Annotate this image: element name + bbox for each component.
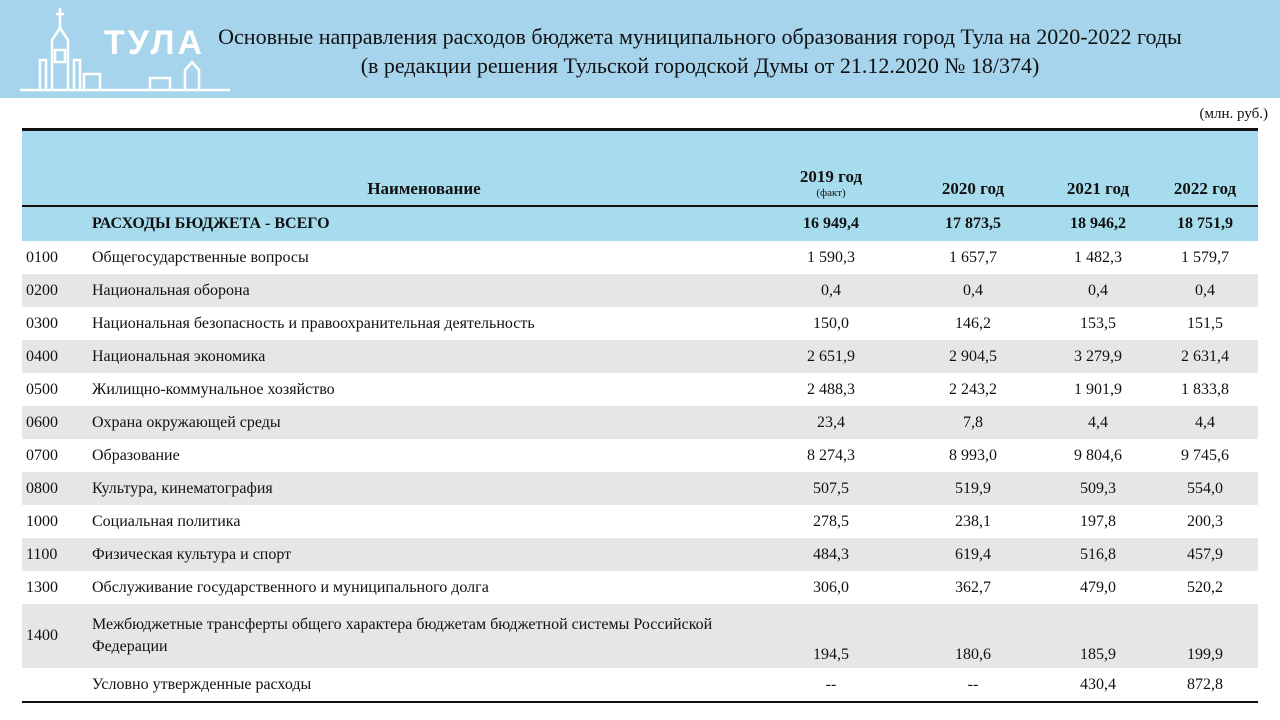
row-value-2020: 362,7 [955,578,991,596]
table-header-row [22,130,1258,207]
row-value-2020: 0,4 [902,274,1044,307]
row-value-2020: 519,9 [902,472,1044,505]
title-line-1: Основные направления расходов бюджета муниципального образования город Тула на 2020-2022 годы [218,24,1182,49]
row-value-2021: 1 901,9 [1074,380,1122,398]
row-code: 0700 [26,446,58,464]
row-value-2022: 457,9 [1152,538,1258,571]
row-value-2022: 200,3 [1187,512,1223,530]
row-value-2021: 153,5 [1080,314,1116,332]
row-value-2020: 238,1 [955,512,991,530]
row-name: Межбюджетные трансферты общего характера бюджетам бюджетной системы Российской Федерации [88,604,760,668]
table-row [22,571,1258,604]
row-value-2022: 0,4 [1152,274,1258,307]
row-value-2021: 9 804,6 [1074,446,1122,464]
row-name: Физическая культура и спорт [88,538,760,571]
row-value-2021: 479,0 [1080,578,1116,596]
row-value-2019: 194,5 [760,604,902,668]
year-2021-header: 2021 год [1044,130,1152,207]
row-value-2019: 507,5 [760,472,902,505]
total-name: РАСХОДЫ БЮДЖЕТА - ВСЕГО [88,206,760,241]
year-2019-label: 2019 год [799,167,863,186]
row-value-2019: 150,0 [813,314,849,332]
row-code: 1000 [26,512,58,530]
row-value-2019: 23,4 [760,406,902,439]
row-code [22,668,88,702]
total-row [22,206,1258,241]
row-value-2020: 2 243,2 [949,380,997,398]
table-row [22,307,1258,340]
row-name: Национальная оборона [88,274,760,307]
table-row [22,406,1258,439]
row-value-2020: 146,2 [955,314,991,332]
row-value-2019: -- [825,675,837,693]
page-title [160,22,1240,80]
total-2022: 18 751,9 [1152,206,1258,241]
row-name: Национальная безопасность и правоохранительная деятельность [92,314,535,332]
table-row [22,472,1258,505]
year-2019-header [760,130,902,207]
row-value-2022: 2 631,4 [1152,340,1258,373]
table-row [22,604,1258,668]
row-name: Культура, кинематография [88,472,760,505]
code-header [22,130,88,207]
row-value-2019: 1 590,3 [807,248,855,266]
row-name: Национальная экономика [88,340,760,373]
row-value-2020: 180,6 [902,604,1044,668]
row-value-2019: 8 274,3 [807,446,855,464]
row-code: 0800 [22,472,88,505]
row-value-2020: 619,4 [902,538,1044,571]
row-value-2022: 4,4 [1152,406,1258,439]
row-value-2020: -- [967,675,979,693]
row-value-2022: 1 833,8 [1181,380,1229,398]
table-row [22,668,1258,702]
row-value-2021: 0,4 [1044,274,1152,307]
row-value-2021: 3 279,9 [1044,340,1152,373]
row-value-2021: 4,4 [1044,406,1152,439]
row-value-2019: 484,3 [760,538,902,571]
row-value-2022: 9 745,6 [1181,446,1229,464]
table-row [22,505,1258,538]
row-code: 1400 [22,604,88,668]
header-banner [0,0,1280,98]
year-2020-header: 2020 год [902,130,1044,207]
row-value-2022: 151,5 [1187,314,1223,332]
budget-table [22,128,1258,703]
row-code: 0400 [22,340,88,373]
row-value-2021: 1 482,3 [1074,248,1122,266]
year-2022-header: 2022 год [1152,130,1258,207]
row-code: 0300 [26,314,58,332]
units-label: (млн. руб.) [1199,106,1268,122]
row-name: Охрана окружающей среды [88,406,760,439]
row-value-2020: 2 904,5 [902,340,1044,373]
table-row [22,340,1258,373]
row-value-2022: 1 579,7 [1181,248,1229,266]
row-value-2019: 0,4 [760,274,902,307]
row-value-2020: 8 993,0 [949,446,997,464]
row-name: Обслуживание государственного и муниципального долга [92,578,489,596]
title-line-2: (в редакции решения Тульской городской Думы от 21.12.2020 № 18/374) [360,53,1040,78]
row-code: 1100 [22,538,88,571]
row-name: Образование [92,446,180,464]
row-value-2022: 554,0 [1152,472,1258,505]
row-code: 0600 [22,406,88,439]
year-2019-note: (факт) [816,187,846,199]
total-2020: 17 873,5 [902,206,1044,241]
row-value-2020: 1 657,7 [949,248,997,266]
row-value-2021: 509,3 [1044,472,1152,505]
row-value-2020: 7,8 [902,406,1044,439]
table-row [22,373,1258,406]
total-2021: 18 946,2 [1044,206,1152,241]
row-value-2019: 2 488,3 [807,380,855,398]
table-row [22,538,1258,571]
row-value-2022: 199,9 [1152,604,1258,668]
logo-text: ТУЛА [104,24,206,62]
row-code: 0500 [26,380,58,398]
table-row [22,274,1258,307]
total-code [22,206,88,241]
row-code: 0100 [26,248,58,266]
row-value-2019: 278,5 [813,512,849,530]
table-row [22,439,1258,472]
row-value-2021: 197,8 [1080,512,1116,530]
row-name: Общегосударственные вопросы [92,248,309,266]
row-value-2022: 520,2 [1187,578,1223,596]
row-name: Условно утвержденные расходы [92,675,312,693]
row-value-2021: 516,8 [1044,538,1152,571]
row-value-2021: 185,9 [1044,604,1152,668]
table-row [22,241,1258,274]
row-value-2022: 872,8 [1187,675,1223,693]
total-2019: 16 949,4 [760,206,902,241]
row-name: Жилищно-коммунальное хозяйство [92,380,335,398]
row-value-2021: 430,4 [1080,675,1116,693]
row-code: 0200 [22,274,88,307]
name-header: Наименование [88,130,760,207]
row-name: Социальная политика [92,512,241,530]
row-code: 1300 [26,578,58,596]
row-value-2019: 306,0 [813,578,849,596]
row-value-2019: 2 651,9 [760,340,902,373]
